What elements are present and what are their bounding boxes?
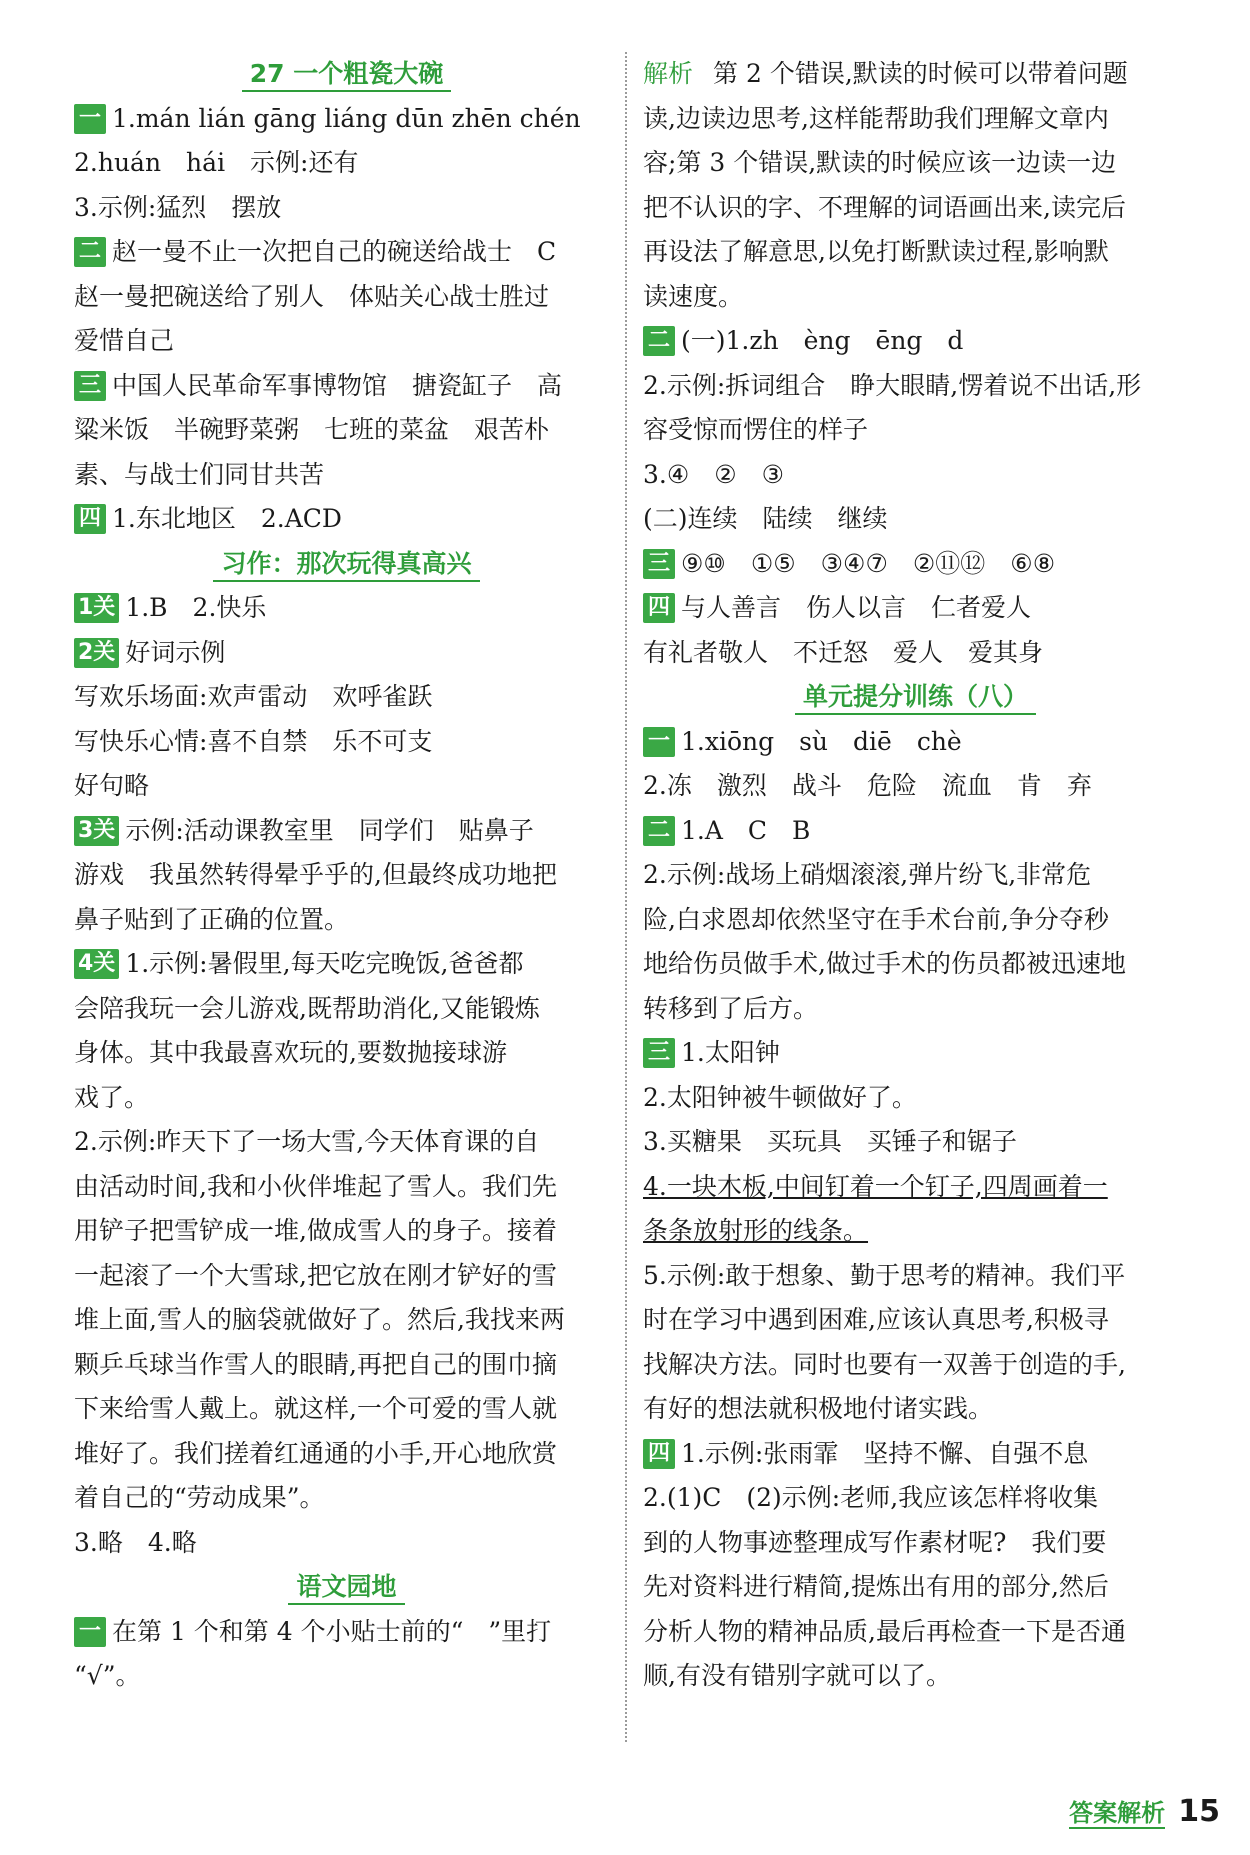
question-badge: 四 <box>643 1439 675 1469</box>
answer-line <box>74 230 619 275</box>
answer-text: 第 2 个错误,默读的时候可以带着问题 <box>713 59 1128 88</box>
answer-line <box>643 97 1188 142</box>
answer-text: 条条放射形的线条。 <box>643 1216 869 1245</box>
answer-line <box>74 1432 619 1477</box>
answer-line <box>74 141 619 186</box>
question-badge: 一 <box>74 1617 106 1647</box>
answer-line <box>74 631 619 676</box>
answer-text: 2.冻 激烈 战斗 危险 流血 肯 弃 <box>643 771 1092 800</box>
answer-text: 2.示例:昨天下了一场大雪,今天体育课的自 <box>74 1127 540 1156</box>
answer-text: 1.xiōng sù diē chè <box>681 726 962 756</box>
answer-line <box>643 1076 1188 1121</box>
answer-text: 粱米饭 半碗野菜粥 七班的菜盆 艰苦朴 <box>74 415 550 444</box>
answer-line <box>74 764 619 809</box>
answer-line <box>643 1254 1188 1299</box>
answer-line <box>643 1120 1188 1165</box>
answer-line <box>643 720 1188 765</box>
answer-line <box>643 853 1188 898</box>
answer-text: 1.A C B <box>681 815 811 845</box>
answer-text: 先对资料进行精简,提炼出有用的部分,然后 <box>643 1572 1109 1601</box>
answer-text: 1.东北地区 2.ACD <box>112 504 342 533</box>
answer-text: 赵一曼把碗送给了别人 体贴关心战士胜过 <box>74 281 550 311</box>
answer-line <box>74 1254 619 1299</box>
answer-line <box>643 987 1188 1032</box>
answer-line <box>643 1432 1188 1477</box>
answer-text: 鼻子贴到了正确的位置。 <box>74 904 350 934</box>
answer-text: 2.(1)C (2)示例:老师,我应该怎样将收集 <box>643 1483 1099 1512</box>
answer-text: 颗乒乓球当作雪人的眼睛,再把自己的围巾摘 <box>74 1349 557 1379</box>
answer-line <box>643 408 1188 453</box>
answer-text: 3.买糖果 买玩具 买锤子和锯子 <box>643 1127 1017 1156</box>
answer-text: 有好的想法就积极地付诸实践。 <box>643 1394 994 1423</box>
section-title-text: 单元提分训练（八） <box>795 682 1036 715</box>
answer-text: 赵一曼不止一次把自己的碗送给战士 C <box>112 237 557 266</box>
answer-line <box>74 1031 619 1076</box>
question-badge: 1关 <box>74 593 119 623</box>
answer-text: 用铲子把雪铲成一堆,做成雪人的身子。接着 <box>74 1216 557 1245</box>
answer-text: 下来给雪人戴上。就这样,一个可爱的雪人就 <box>74 1394 557 1423</box>
answer-text: 一起滚了一个大雪球,把它放在刚才铲好的雪 <box>74 1260 557 1290</box>
answer-line <box>643 319 1188 364</box>
answer-line <box>643 1165 1188 1210</box>
answer-text: 读,边读边思考,这样能帮助我们理解文章内 <box>643 103 1109 133</box>
answer-text: 中国人民革命军事博物馆 搪瓷缸子 高 <box>112 370 563 400</box>
answer-text: (二)连续 陆续 继续 <box>643 504 888 533</box>
answer-text: 险,白求恩却依然坚守在手术台前,争分夺秒 <box>643 904 1109 934</box>
answer-line <box>643 497 1188 542</box>
answer-line <box>643 186 1188 231</box>
question-badge: 三 <box>643 549 675 579</box>
answer-text: 转移到了后方。 <box>643 993 819 1023</box>
question-badge: 三 <box>643 1038 675 1068</box>
page-number: 15 <box>1178 1794 1220 1829</box>
answer-text: 会陪我玩一会儿游戏,既帮助消化,又能锻炼 <box>74 993 540 1023</box>
answer-line <box>643 141 1188 186</box>
answer-text: 找解决方法。同时也要有一双善于创造的手, <box>643 1349 1126 1379</box>
answer-text: 再设法了解意思,以免打断默读过程,影响默 <box>643 237 1109 266</box>
answer-line <box>74 186 619 231</box>
answer-text: 读速度。 <box>643 281 744 311</box>
question-badge: 一 <box>74 104 106 134</box>
answer-text: 1.B 2.快乐 <box>125 593 267 622</box>
answer-line <box>74 987 619 1032</box>
answer-text: 3.④ ② ③ <box>643 459 785 489</box>
answer-text: 与人善言 伤人以言 仁者爱人 <box>681 593 1032 622</box>
answer-text: 3.示例:猛烈 摆放 <box>74 192 282 222</box>
answer-line <box>643 1521 1188 1566</box>
question-badge: 四 <box>643 593 675 623</box>
answer-line <box>74 319 619 364</box>
answer-text: 有礼者敬人 不迁怒 爱人 爱其身 <box>643 637 1044 667</box>
answer-line <box>643 453 1188 498</box>
answer-text: 地给伤员做手术,做过手术的伤员都被迅速地 <box>643 949 1126 978</box>
answer-line <box>643 230 1188 275</box>
answer-line <box>74 720 619 765</box>
answer-text: 1.太阳钟 <box>681 1038 780 1067</box>
answer-line <box>643 1209 1188 1254</box>
answer-line <box>643 631 1188 676</box>
left-column <box>74 52 619 1699</box>
answer-line <box>74 1610 619 1655</box>
answer-line <box>74 675 619 720</box>
answer-line <box>643 942 1188 987</box>
answer-text: 戏了。 <box>74 1082 150 1112</box>
answer-text: 2.太阳钟被牛顿做好了。 <box>643 1082 917 1112</box>
answer-text: 1.示例:暑假里,每天吃完晚饭,爸爸都 <box>125 949 524 978</box>
answer-text: 游戏 我虽然转得晕乎乎的,但最终成功地把 <box>74 860 557 889</box>
answer-line <box>643 52 1188 97</box>
answer-text: 堆好了。我们搓着红通通的小手,开心地欣赏 <box>74 1438 557 1468</box>
answer-line <box>74 1165 619 1210</box>
answer-line <box>74 1209 619 1254</box>
answer-text: ⑨⑩ ①⑤ ③④⑦ ②⑪⑫ ⑥⑧ <box>681 548 1056 578</box>
answer-text: 示例:活动课教室里 同学们 贴鼻子 <box>125 815 534 845</box>
section-title <box>74 1565 619 1610</box>
answer-text: 写欢乐场面:欢声雷动 欢呼雀跃 <box>74 682 433 711</box>
answer-text: 身体。其中我最喜欢玩的,要数抛接球游 <box>74 1038 507 1067</box>
answer-text: 分析人物的精神品质,最后再检查一下是否通 <box>643 1616 1126 1646</box>
answer-line <box>643 898 1188 943</box>
answer-text: 到的人物事迹整理成写作素材呢? 我们要 <box>643 1527 1107 1557</box>
section-title <box>643 675 1188 720</box>
answer-text: 容受惊而愣住的样子 <box>643 415 869 444</box>
right-column <box>643 52 1188 1699</box>
answer-text: 2.示例:战场上硝烟滚滚,弹片纷飞,非常危 <box>643 860 1092 889</box>
answer-text: 容;第 3 个错误,默读的时候应该一边读一边 <box>643 148 1117 177</box>
answer-line <box>643 1387 1188 1432</box>
question-badge: 三 <box>74 371 106 401</box>
answer-text: (一)1.zh èng ēng d <box>681 326 964 355</box>
question-badge: 4关 <box>74 949 119 979</box>
answer-text: 5.示例:敢于想象、勤于思考的精神。我们平 <box>643 1260 1126 1290</box>
answer-text: 1.mán lián gāng liáng dūn zhēn chén <box>112 103 581 133</box>
answer-line <box>74 1076 619 1121</box>
section-title-text: 习作：那次玩得真高兴 <box>213 549 479 582</box>
answer-text: 1.示例:张雨霏 坚持不懈、自强不息 <box>681 1438 1089 1468</box>
section-title-text: 27 一个粗瓷大碗 <box>242 59 452 92</box>
answer-line <box>643 1298 1188 1343</box>
answer-line <box>643 364 1188 409</box>
answer-line <box>643 1343 1188 1388</box>
answer-line <box>643 275 1188 320</box>
answer-text: 素、与战士们同甘共苦 <box>74 459 325 489</box>
question-badge: 2关 <box>74 638 119 668</box>
answer-line <box>74 1476 619 1521</box>
answer-text: 2.huán hái 示例:还有 <box>74 148 359 177</box>
answer-line <box>74 97 619 142</box>
answer-line <box>74 586 619 631</box>
answer-text: 把不认识的字、不理解的词语画出来,读完后 <box>643 192 1126 222</box>
answer-line <box>643 1031 1188 1076</box>
answer-line <box>74 364 619 409</box>
answer-text: 顺,有没有错别字就可以了。 <box>643 1661 951 1690</box>
answer-line <box>643 809 1188 854</box>
question-badge: 一 <box>643 727 675 757</box>
answer-line <box>74 1298 619 1343</box>
analysis-label: 解析 <box>643 59 694 88</box>
answer-text: 好词示例 <box>125 637 226 667</box>
answer-line <box>74 1120 619 1165</box>
question-badge: 二 <box>643 816 675 846</box>
answer-text: 堆上面,雪人的脑袋就做好了。然后,我找来两 <box>74 1305 565 1334</box>
answer-text: 在第 1 个和第 4 个小贴士前的“ ”里打 <box>112 1616 552 1646</box>
answer-line <box>643 1654 1188 1699</box>
answer-line <box>74 1654 619 1699</box>
answer-line <box>643 764 1188 809</box>
answer-line <box>74 1521 619 1566</box>
answer-line <box>643 1476 1188 1521</box>
answer-text: 爱惜自己 <box>74 326 175 355</box>
question-badge: 四 <box>74 504 106 534</box>
answer-line <box>74 1387 619 1432</box>
answer-text: 由活动时间,我和小伙伴堆起了雪人。我们先 <box>74 1171 557 1201</box>
answer-text: 好句略 <box>74 771 150 800</box>
question-badge: 二 <box>643 326 675 356</box>
column-divider <box>625 52 627 1742</box>
answer-text: 3.略 4.略 <box>74 1527 197 1557</box>
section-title <box>74 542 619 587</box>
answer-text: 写快乐心情:喜不自禁 乐不可支 <box>74 726 433 756</box>
answer-line <box>643 1610 1188 1655</box>
answer-line <box>643 542 1188 587</box>
answer-line <box>74 497 619 542</box>
answer-line <box>74 809 619 854</box>
answer-text: 时在学习中遇到困难,应该认真思考,积极寻 <box>643 1305 1109 1334</box>
answer-line <box>74 942 619 987</box>
page-footer <box>1069 1793 1220 1829</box>
answer-line <box>74 408 619 453</box>
footer-label: 答案解析 <box>1069 1799 1166 1827</box>
answer-line <box>74 453 619 498</box>
answer-line <box>74 898 619 943</box>
section-title-text: 语文园地 <box>288 1572 404 1605</box>
answer-text: “√”。 <box>74 1661 141 1690</box>
answer-text: 4.一块木板,中间钉着一个钉子,四周画着一 <box>643 1171 1108 1201</box>
section-title <box>74 52 619 97</box>
answer-line <box>74 1343 619 1388</box>
answer-line <box>74 853 619 898</box>
answer-line <box>643 586 1188 631</box>
answer-text: 着自己的“劳动成果”。 <box>74 1483 325 1512</box>
question-badge: 二 <box>74 237 106 267</box>
answer-text: 2.示例:拆词组合 睁大眼睛,愣着说不出话,形 <box>643 370 1142 400</box>
answer-line <box>74 275 619 320</box>
answer-line <box>643 1565 1188 1610</box>
question-badge: 3关 <box>74 816 119 846</box>
